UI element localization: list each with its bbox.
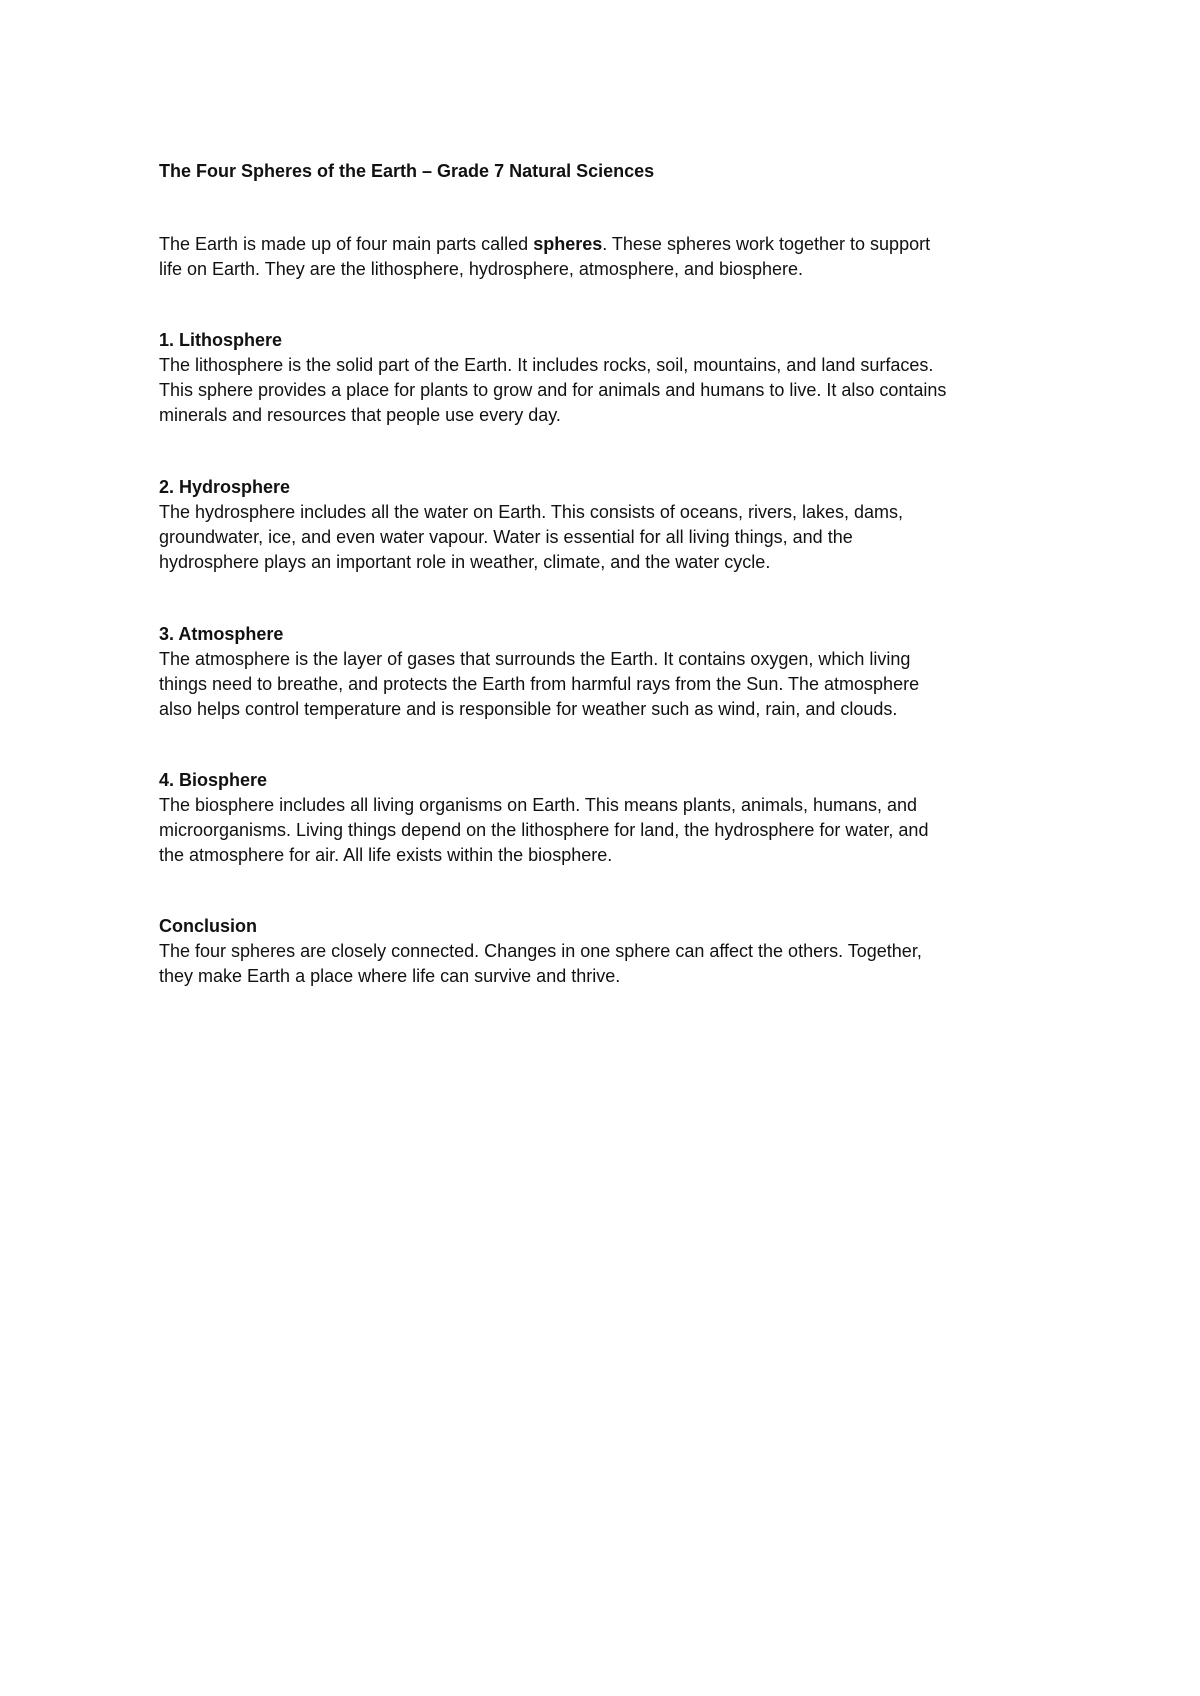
section-body bbox=[159, 793, 1059, 868]
section-lithosphere bbox=[159, 328, 1059, 428]
body-line: the atmosphere for air. All life exists within the biosphere. bbox=[159, 845, 613, 865]
section-hydrosphere bbox=[159, 475, 1059, 575]
body-line: minerals and resources that people use every day. bbox=[159, 405, 561, 425]
section-heading: Conclusion bbox=[159, 916, 257, 936]
section-body bbox=[159, 647, 1059, 722]
section-body bbox=[159, 500, 1059, 575]
body-line: also helps control temperature and is responsible for weather such as wind, rain, and clouds. bbox=[159, 699, 898, 719]
section-body bbox=[159, 939, 1059, 989]
document-page bbox=[159, 158, 1059, 986]
section-atmosphere bbox=[159, 622, 1059, 722]
body-line: This sphere provides a place for plants to grow and for animals and humans to live. It also contains bbox=[159, 380, 947, 400]
body-line: hydrosphere plays an important role in weather, climate, and the water cycle. bbox=[159, 552, 771, 572]
body-line: The hydrosphere includes all the water on Earth. This consists of oceans, rivers, lakes, dams, bbox=[159, 502, 904, 522]
intro-line-2: life on Earth. They are the lithosphere, hydrosphere, atmosphere, and biosphere. bbox=[159, 259, 804, 279]
section-heading: 4. Biosphere bbox=[159, 770, 268, 790]
intro-line-1 bbox=[159, 232, 1059, 257]
body-line: groundwater, ice, and even water vapour. Water is essential for all living things, and the bbox=[159, 527, 853, 547]
intro-text: The Earth is made up of four main parts called bbox=[159, 234, 534, 254]
intro-bold-term: spheres bbox=[533, 234, 603, 254]
page-title: The Four Spheres of the Earth – Grade 7 Natural Sciences bbox=[159, 161, 655, 181]
intro-text: . These spheres work together to support bbox=[602, 234, 931, 254]
section-heading: 3. Atmosphere bbox=[159, 624, 284, 644]
body-line: The biosphere includes all living organisms on Earth. This means plants, animals, humans, and bbox=[159, 795, 918, 815]
body-line: they make Earth a place where life can survive and thrive. bbox=[159, 966, 621, 986]
body-line: The four spheres are closely connected. Changes in one sphere can affect the others. Together, bbox=[159, 941, 922, 961]
body-line: The atmosphere is the layer of gases that surrounds the Earth. It contains oxygen, which living bbox=[159, 649, 911, 669]
section-body bbox=[159, 353, 1059, 428]
section-heading: 2. Hydrosphere bbox=[159, 477, 291, 497]
body-line: things need to breathe, and protects the Earth from harmful rays from the Sun. The atmosphere bbox=[159, 674, 920, 694]
body-line: microorganisms. Living things depend on the lithosphere for land, the hydrosphere for water, and bbox=[159, 820, 929, 840]
intro-paragraph bbox=[159, 232, 1059, 282]
section-conclusion bbox=[159, 914, 1059, 989]
section-heading: 1. Lithosphere bbox=[159, 330, 283, 350]
body-line: The lithosphere is the solid part of the Earth. It includes rocks, soil, mountains, and land surfaces. bbox=[159, 355, 934, 375]
section-biosphere bbox=[159, 768, 1059, 868]
